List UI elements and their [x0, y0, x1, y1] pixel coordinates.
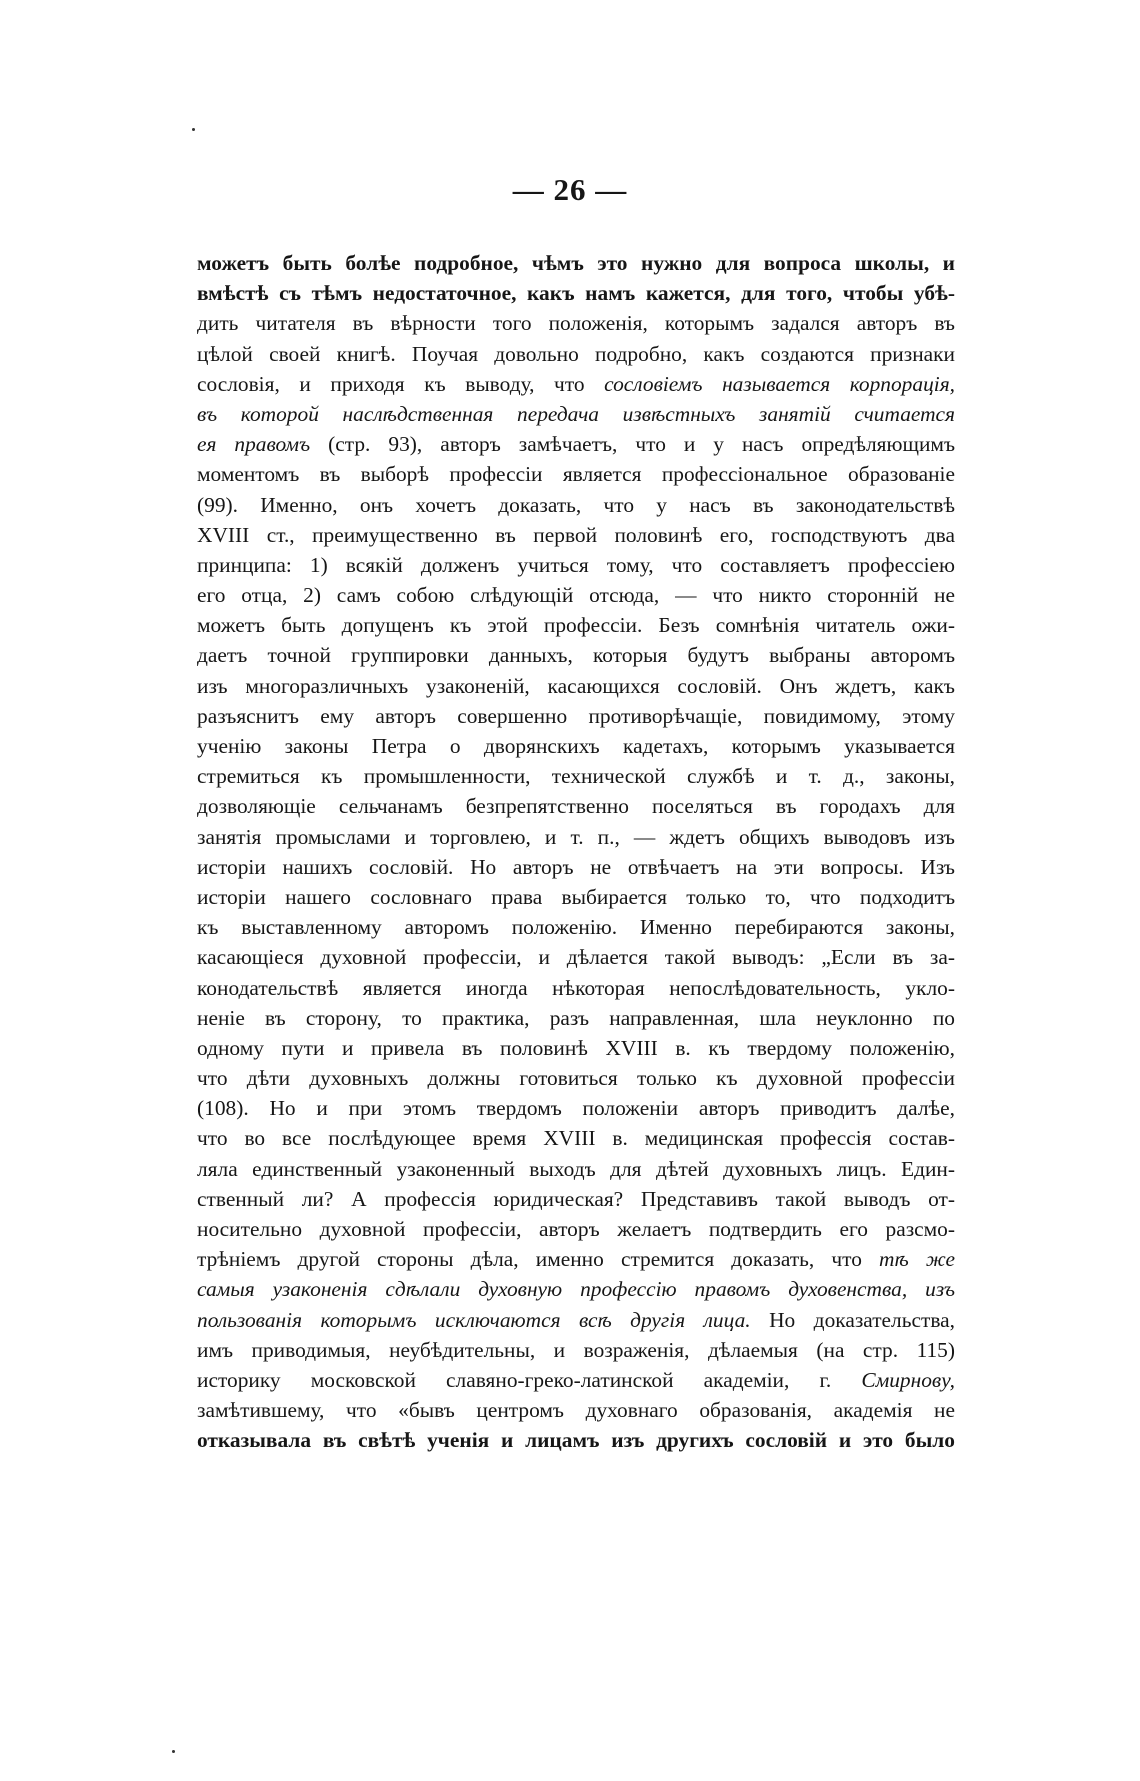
text-segment: разъяснитъ ему авторъ совершенно противорѣчащіе, повидимому, этому	[197, 703, 955, 728]
text-line	[197, 791, 955, 821]
text-line	[197, 1305, 955, 1335]
italic-segment: пользованія которымъ исключаются всѣ другія лица.	[197, 1307, 751, 1332]
italic-segment: Смирнову,	[861, 1367, 955, 1392]
text-line	[197, 1063, 955, 1093]
text-segment: дозволяющіе сельчанамъ безпрепятственно поселяться въ городахъ для	[197, 794, 955, 819]
text-segment: исторіи нашего сословнаго права выбирается только то, что подходитъ	[197, 884, 955, 909]
text-line	[197, 1425, 955, 1455]
text-segment: касающіеся духовной профессіи, и дѣлается такой выводъ: „Если въ за-	[197, 945, 955, 970]
text-segment: Но доказательства,	[750, 1307, 955, 1332]
text-segment: одному пути и привела въ половинѣ XVIII в. къ твердому положенію,	[197, 1035, 955, 1060]
text-line	[197, 490, 955, 520]
text-line	[197, 1365, 955, 1395]
text-segment: даетъ точной группировки данныхъ, которыя будутъ выбраны авторомъ	[197, 643, 955, 668]
text-line	[197, 731, 955, 761]
text-line	[197, 1154, 955, 1184]
italic-segment: ея правомъ	[197, 432, 311, 457]
text-segment: принципа: 1) всякій долженъ учиться тому, что составляетъ профессіею	[197, 552, 955, 577]
scan-speck	[192, 128, 195, 131]
text-line	[197, 973, 955, 1003]
text-line	[197, 882, 955, 912]
text-segment: моментомъ въ выборѣ профессіи является профессіональное образованіе	[197, 462, 955, 487]
italic-segment: сословіемъ называется корпорація,	[604, 371, 955, 396]
text-line	[197, 580, 955, 610]
text-line	[197, 610, 955, 640]
text-line	[197, 308, 955, 338]
text-segment: что дѣти духовныхъ должны готовиться только къ духовной профессіи	[197, 1066, 955, 1091]
text-segment: его отца, 2) самъ собою слѣдующій отсюда, — что никто сторонній не	[197, 583, 955, 608]
text-line	[197, 852, 955, 882]
text-line	[197, 640, 955, 670]
text-segment: сословія, и приходя къ выводу, что	[197, 371, 605, 396]
text-segment: (108). Но и при этомъ твердомъ положеніи авторъ приводитъ далѣе,	[197, 1096, 955, 1121]
text-segment: трѣніемъ другой стороны дѣла, именно стремится доказать, что	[197, 1247, 880, 1272]
text-line	[197, 701, 955, 731]
text-line	[197, 1244, 955, 1274]
italic-segment: въ которой наслѣдственная передача извѣстныхъ занятій считается	[197, 401, 955, 426]
text-segment: вмѣстѣ съ тѣмъ недостаточное, какъ намъ кажется, для того, чтобы убѣ-	[197, 281, 955, 306]
text-segment: дить читателя въ вѣрности того положенія, которымъ задался авторъ въ	[197, 311, 955, 336]
text-line	[197, 1274, 955, 1304]
scan-speck	[172, 1750, 175, 1753]
text-line	[197, 339, 955, 369]
text-segment: исторіи нашихъ сословій. Но авторъ не отвѣчаетъ на эти вопросы. Изъ	[197, 854, 955, 879]
body-text	[197, 248, 955, 1456]
text-line	[197, 761, 955, 791]
text-segment: къ выставленному авторомъ положенію. Именно перебираются законы,	[197, 915, 955, 940]
text-line	[197, 1033, 955, 1063]
text-segment: ственный ли? А профессія юридическая? Представивъ такой выводъ от-	[197, 1186, 955, 1211]
text-line	[197, 520, 955, 550]
text-segment: изъ многоразличныхъ узаконеній, касающихся сословій. Онъ ждетъ, какъ	[197, 673, 955, 698]
text-segment: можетъ быть допущенъ къ этой профессіи. Безъ сомнѣнія читатель ожи-	[197, 613, 955, 638]
text-line	[197, 1335, 955, 1365]
text-line	[197, 671, 955, 701]
text-segment: цѣлой своей книгѣ. Поучая довольно подробно, какъ создаются признаки	[197, 341, 955, 366]
text-line	[197, 248, 955, 278]
text-line	[197, 1093, 955, 1123]
text-segment: носительно духовной профессіи, авторъ желаетъ подтвердить его разсмо-	[197, 1217, 955, 1241]
italic-segment: самыя узаконенія сдѣлали духовную профессію правомъ духовенства, изъ	[197, 1277, 955, 1302]
text-segment: XVIII ст., преимущественно въ первой половинѣ его, господствуютъ два	[197, 522, 955, 547]
text-line	[197, 550, 955, 580]
text-segment: неніе въ сторону, то практика, разъ направленная, шла неуклонно по	[197, 1005, 955, 1030]
text-line	[197, 1003, 955, 1033]
text-line	[197, 369, 955, 399]
text-line	[197, 822, 955, 852]
text-line	[197, 1184, 955, 1214]
text-line	[197, 912, 955, 942]
text-segment: стремиться къ промышленности, технической службѣ и т. д., законы,	[197, 764, 955, 789]
text-line	[197, 278, 955, 308]
text-segment: отказывала въ свѣтѣ ученія и лицамъ изъ другихъ сословій и это было	[197, 1428, 955, 1453]
text-segment: можетъ быть болѣе подробное, чѣмъ это нужно для вопроса школы, и	[197, 251, 955, 275]
text-line	[197, 459, 955, 489]
text-segment: (стр. 93), авторъ замѣчаетъ, что и у насъ опредѣляющимъ	[310, 432, 955, 457]
text-segment: имъ приводимыя, неубѣдительны, и возраженія, дѣлаемыя (на стр. 115)	[197, 1337, 955, 1362]
text-line	[197, 1395, 955, 1425]
page-number: — 26 —	[512, 172, 628, 207]
text-line	[197, 1214, 955, 1244]
text-segment: занятія промыслами и торговлею, и т. п., — ждетъ общихъ выводовъ изъ	[197, 824, 955, 849]
text-line	[197, 1123, 955, 1153]
text-line	[197, 429, 955, 459]
text-segment: (99). Именно, онъ хочетъ доказать, что у насъ въ законодательствѣ	[197, 492, 955, 517]
text-line	[197, 399, 955, 429]
text-segment: ученію законы Петра о дворянскихъ кадетахъ, которымъ указывается	[197, 734, 955, 758]
italic-segment: тѣ же	[879, 1247, 955, 1272]
text-segment: что во все послѣдующее время XVIII в. медицинская профессія состав-	[197, 1126, 955, 1151]
text-segment: ляла единственный узаконенный выходъ для дѣтей духовныхъ лицъ. Един-	[197, 1156, 955, 1181]
text-segment: историку московской славяно-греко-латинской академіи, г.	[197, 1367, 862, 1392]
text-segment: конодательствѣ является иногда нѣкоторая непослѣдовательность, укло-	[197, 975, 955, 1000]
text-segment: замѣтившему, что «бывъ центромъ духовнаго образованія, академія не	[197, 1398, 955, 1423]
text-line	[197, 942, 955, 972]
